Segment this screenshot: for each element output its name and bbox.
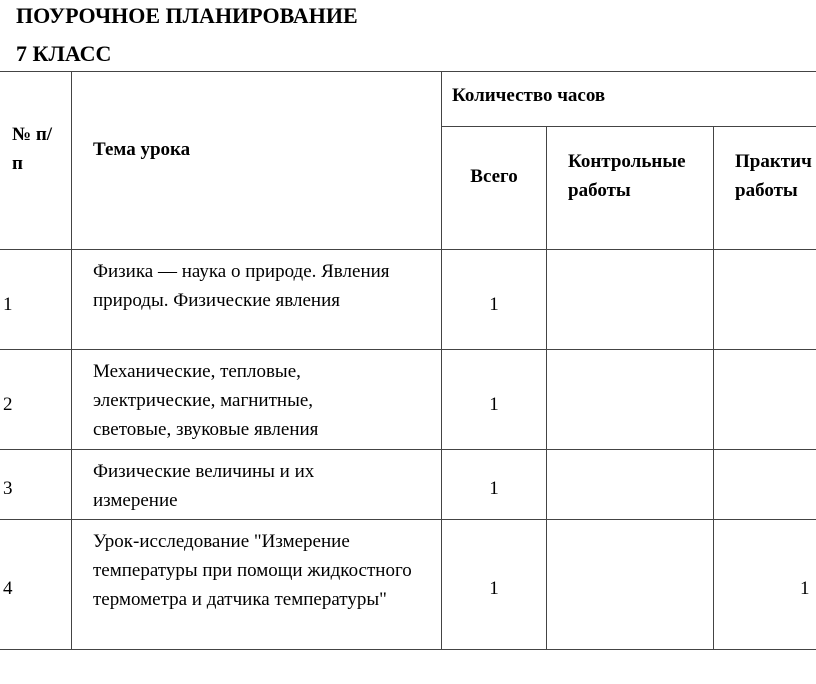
header-topic: Тема урока [93,139,191,160]
row-divider-1 [0,349,816,350]
col-divider-total [546,126,547,650]
header-number: № п/п [12,124,53,174]
row-1-number: 1 [3,294,13,315]
page-title: ПОУРОЧНОЕ ПЛАНИРОВАНИЕ [16,3,358,28]
table-bottom-border [0,649,816,650]
table-top-border [0,71,816,72]
row-3-topic: Физические величины и их измерение [93,461,315,511]
row-divider-2 [0,449,816,450]
row-4-number: 4 [3,578,13,599]
col-divider-topic [441,71,442,650]
row-4-practical: 1 [800,578,810,599]
header-bottom-border [0,249,816,250]
row-4-total: 1 [489,578,499,599]
row-2-number: 2 [3,394,13,415]
row-1-topic: Физика — наука о природе. Явления природы. Физические явления [93,261,390,311]
header-control: Контрольные работы [568,151,686,201]
row-3-total: 1 [489,478,499,499]
row-1-total: 1 [489,294,499,315]
hours-header-divider [441,126,816,127]
row-2-topic: Механические, тепловые, электрические, магнитные, световые, звуковые явления [93,361,319,440]
header-practical: Практич работы [735,151,812,201]
row-4-topic: Урок-исследование "Измерение температуры при помощи жидкостного термометра и датчика температуры" [93,531,412,610]
class-title: 7 КЛАСС [16,41,112,66]
header-total: Всего [470,166,518,187]
row-3-number: 3 [3,478,13,499]
row-2-total: 1 [489,394,499,415]
col-divider-num [71,71,72,650]
header-hours: Количество часов [452,85,606,106]
row-divider-3 [0,519,816,520]
col-divider-control [713,126,714,650]
